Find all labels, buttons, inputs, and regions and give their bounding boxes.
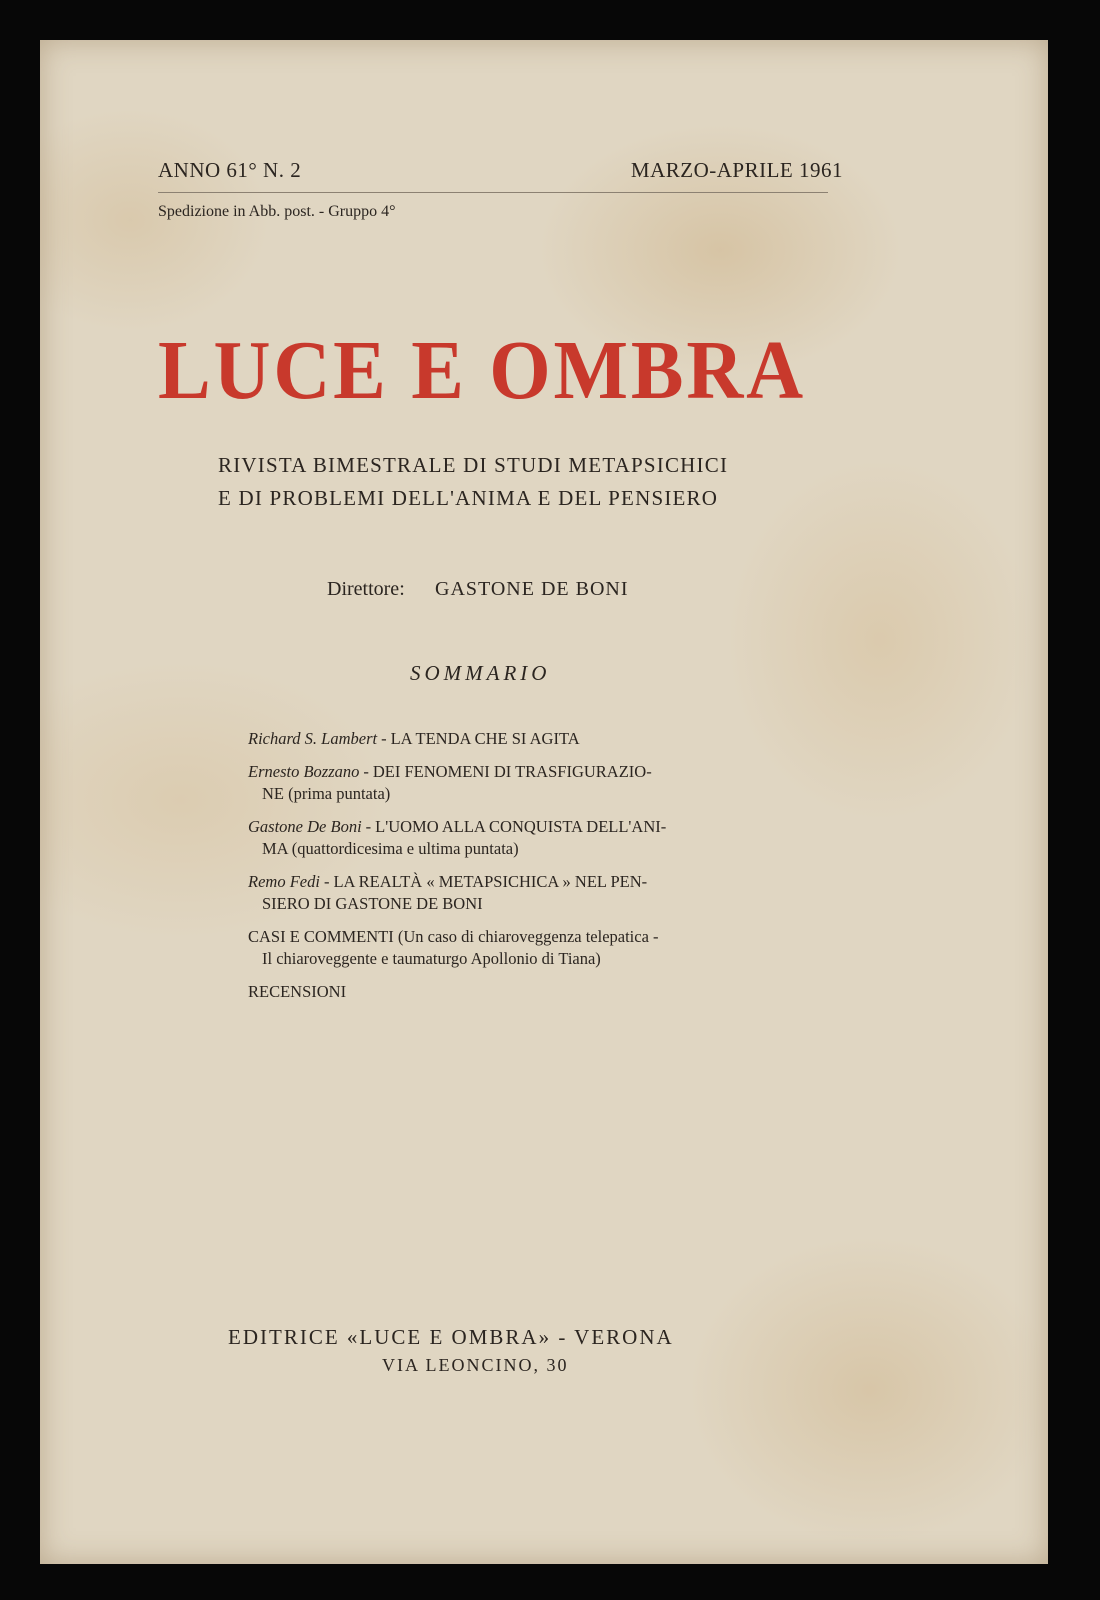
toc-item: Ernesto Bozzano - DEI FENOMENI DI TRASFIGURAZIO- NE (prima puntata) (248, 761, 808, 804)
toc-title-continued: SIERO DI GASTONE DE BONI (262, 893, 483, 913)
header-divider (158, 192, 828, 193)
magazine-cover (40, 40, 1048, 1564)
sommario-title: SOMMARIO (410, 661, 551, 685)
issue-date: MARZO-APRILE 1961 (630, 158, 843, 182)
director-name: GASTONE DE BONI (435, 578, 629, 600)
toc-title: LA TENDA CHE SI AGITA (390, 729, 580, 748)
publisher-address: VIA LEONCINO, 30 (382, 1355, 569, 1375)
masthead-title: LUCE E OMBRA (158, 324, 807, 417)
toc-item: Gastone De Boni - L'UOMO ALLA CONQUISTA DELL'ANI- MA (quattordicesima e ultima puntata) (248, 816, 808, 859)
issue-number: ANNO 61° N. 2 (158, 158, 302, 182)
toc-author: Richard S. Lambert (248, 729, 378, 748)
publisher-name: EDITRICE «LUCE E OMBRA» - VERONA (228, 1325, 674, 1349)
toc-title: LA REALTÀ « METAPSICHICA » NEL PEN- (333, 872, 648, 892)
table-of-contents (248, 728, 808, 1014)
toc-item (248, 926, 808, 969)
toc-title: L'UOMO ALLA CONQUISTA DELL'ANI- (375, 817, 667, 837)
postal-note: Spedizione in Abb. post. - Gruppo 4° (158, 203, 396, 220)
toc-title-continued: MA (quattordicesima e ultima puntata) (262, 838, 519, 858)
subtitle-line-2: E DI PROBLEMI DELL'ANIMA E DEL PENSIERO (218, 486, 719, 510)
subtitle-line-1: RIVISTA BIMESTRALE DI STUDI METAPSICHICI (218, 453, 729, 477)
toc-item (248, 981, 808, 1002)
toc-item: Richard S. Lambert - LA TENDA CHE SI AGITA (248, 729, 580, 748)
toc-author: Ernesto Bozzano (248, 762, 360, 782)
toc-author: Remo Fedi (248, 872, 320, 892)
toc-title-continued: NE (prima puntata) (262, 783, 391, 803)
toc-title: CASI E COMMENTI (Un caso di chiaroveggenza telepatica - (248, 927, 659, 947)
director-label: Direttore: (327, 578, 405, 600)
toc-item: Remo Fedi - LA REALTÀ « METAPSICHICA » NEL PEN- SIERO DI GASTONE DE BONI (248, 871, 808, 914)
toc-title-continued: Il chiaroveggente e taumaturgo Apollonio di Tiana) (262, 948, 601, 968)
toc-title: DEI FENOMENI DI TRASFIGURAZIO- (372, 762, 652, 782)
toc-title: RECENSIONI (248, 981, 347, 1001)
toc-author: Gastone De Boni (248, 817, 362, 837)
